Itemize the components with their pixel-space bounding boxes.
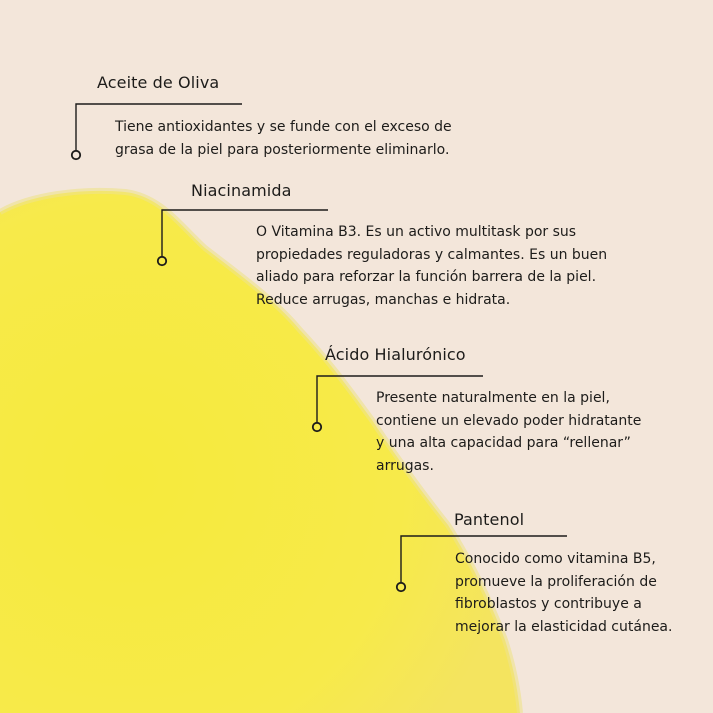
description-line: Presente naturalmente en la piel, bbox=[376, 390, 610, 406]
ingredient-title: Pantenol bbox=[454, 510, 525, 529]
ingredient-title: Ácido Hialurónico bbox=[325, 345, 466, 364]
description-line: O Vitamina B3. Es un activo multitask por sus bbox=[256, 224, 577, 240]
description-line: Conocido como vitamina B5, bbox=[455, 551, 656, 567]
description-line: contiene un elevado poder hidratante bbox=[376, 412, 642, 429]
ingredient-title: Aceite de Oliva bbox=[97, 73, 220, 92]
description-line: fibroblastos y contribuye a bbox=[455, 596, 642, 612]
description-line: Reduce arrugas, manchas e hidrata. bbox=[256, 291, 511, 308]
ingredient-title: Niacinamida bbox=[191, 181, 292, 200]
description-line: mejorar la elasticidad cutánea. bbox=[455, 618, 673, 635]
description-line: Tiene antioxidantes y se funde con el exceso de bbox=[115, 119, 452, 135]
description-line: y una alta capacidad para “rellenar” bbox=[376, 435, 631, 451]
description-line: aliado para reforzar la función barrera de la piel. bbox=[256, 269, 597, 285]
ingredient-description bbox=[376, 387, 641, 477]
description-line: grasa de la piel para posteriormente eliminarlo. bbox=[115, 141, 450, 158]
ingredient-description bbox=[256, 221, 607, 311]
description-line: promueve la proliferación de bbox=[455, 573, 657, 590]
ingredient-description bbox=[115, 116, 452, 161]
description-line: arrugas. bbox=[376, 457, 434, 474]
description-line: propiedades reguladoras y calmantes. Es un buen bbox=[256, 246, 608, 263]
ingredient-description bbox=[455, 548, 672, 638]
